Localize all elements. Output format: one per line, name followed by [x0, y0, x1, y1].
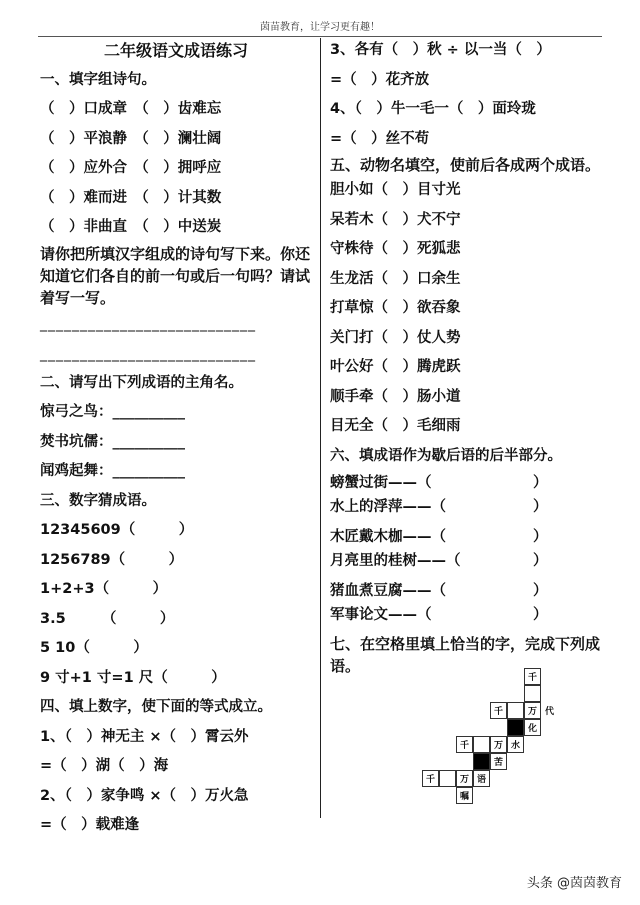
- section-6-heading: 六、填成语作为歇后语的后半部分。: [330, 447, 562, 464]
- s3-row: 9 寸+1 寸=1 尺（ ）: [40, 669, 226, 686]
- s1-row: （ ）应外合 （ ）拥呼应: [40, 160, 222, 176]
- puzzle-cell: 水: [507, 736, 524, 753]
- puzzle-cell-blank[interactable]: [507, 702, 524, 719]
- puzzle-cell-blank[interactable]: [473, 736, 490, 753]
- idiom-crossword-puzzle: [420, 668, 620, 816]
- s1-row: （ ）非曲直 （ ）中送炭: [40, 219, 222, 235]
- puzzle-cell: 万: [524, 702, 541, 719]
- answer-line: ___________________________: [40, 315, 256, 332]
- s6-row: 木匠戴木枷——（ ）: [330, 529, 548, 545]
- s4-row: =（ ）湖（ ）海: [40, 758, 169, 774]
- puzzle-black-cell: [473, 753, 490, 770]
- s3-row: 3.5 （ ）: [40, 610, 175, 627]
- s3-row: 1+2+3（ ）: [40, 581, 168, 597]
- puzzle-cell: 嘱: [456, 787, 473, 804]
- s5-row: 顺手牵（ ）肠小道: [330, 388, 461, 405]
- s4-row: 4、（ ）牛一毛一（ ）面玲珑: [330, 101, 536, 117]
- puzzle-cell-blank[interactable]: [439, 770, 456, 787]
- puzzle-cell: 苦: [490, 753, 507, 770]
- s2-row: 闻鸡起舞：__________: [40, 463, 185, 479]
- s1-instruction: 请你把所填汉字组成的诗句写下来。你还知道它们各自的前一句或后一句吗？请试着写一写。: [40, 244, 311, 307]
- section-5-heading: 五、动物名填空，使前后各成两个成语。: [330, 156, 601, 174]
- s4-row: 3、各有（ ）秋 ÷ 以一当（ ）: [330, 42, 551, 58]
- s3-row: 1256789（ ）: [40, 551, 184, 568]
- s1-row: （ ）口成章 （ ）齿难忘: [40, 101, 222, 117]
- puzzle-cell: 万: [490, 736, 507, 753]
- s5-row: 目无全（ ）毛细雨: [330, 418, 461, 434]
- page-header: 茵苗教育，让学习更有趣！: [260, 22, 380, 33]
- s6-row: 军事论文——（ ）: [330, 607, 548, 623]
- s1-row: （ ）难而进 （ ）计其数: [40, 189, 222, 206]
- s6-row: 水上的浮萍——（ ）: [330, 499, 548, 515]
- s5-row: 守株待（ ）死狐悲: [330, 241, 461, 257]
- puzzle-cell: 语: [473, 770, 490, 787]
- s4-row: =（ ）丝不苟: [330, 130, 430, 147]
- section-4-heading: 四、填上数字，使下面的等式成立。: [40, 699, 272, 715]
- puzzle-cell: 化: [524, 719, 541, 736]
- s4-row: =（ ）载难逢: [40, 817, 140, 833]
- right-column: [330, 36, 610, 677]
- worksheet-title: 二年级语文成语练习: [103, 41, 248, 60]
- column-divider: [320, 38, 321, 818]
- puzzle-cell: 千: [524, 668, 541, 685]
- s6-row: 月亮里的桂树——（ ）: [330, 553, 548, 569]
- puzzle-cell: 万: [456, 770, 473, 787]
- puzzle-cell: 千: [422, 770, 439, 787]
- s4-row: 1、（ ）神无主 ×（ ）霄云外: [40, 728, 249, 745]
- section-3-heading: 三、数字猜成语。: [40, 492, 156, 509]
- left-column: [40, 36, 312, 841]
- puzzle-cell-blank[interactable]: [524, 685, 541, 702]
- section-7-heading: 七、在空格里填上恰当的字，完成下列成语。: [330, 635, 601, 675]
- s5-row: 叶公好（ ）腾虎跃: [330, 359, 461, 375]
- s4-row: =（ ）花齐放: [330, 71, 430, 88]
- answer-line: ___________________________: [40, 345, 256, 362]
- section-2-heading: 二、请写出下列成语的主角名。: [40, 374, 243, 391]
- s4-row: 2、（ ）家争鸣 ×（ ）万火急: [40, 787, 249, 804]
- s2-row: 焚书坑儒：__________: [40, 433, 185, 450]
- section-1-heading: 一、填字组诗句。: [40, 71, 156, 88]
- puzzle-black-cell: [507, 719, 524, 736]
- s3-row: 5 10（ ）: [40, 640, 148, 656]
- s6-row: 螃蟹过街——（ ）: [330, 475, 548, 491]
- s3-row: 12345609（ ）: [40, 522, 194, 538]
- s5-row: 打草惊（ ）欲吞象: [330, 300, 461, 316]
- puzzle-cell: 代: [541, 702, 558, 719]
- s2-row: 惊弓之鸟：__________: [40, 404, 185, 420]
- watermark-text: 头条 @茵茵教育: [526, 876, 622, 891]
- s5-row: 胆小如（ ）目寸光: [330, 182, 461, 198]
- watermark: [527, 872, 622, 891]
- puzzle-cell: 千: [456, 736, 473, 753]
- s5-row: 呆若木（ ）犬不宁: [330, 211, 461, 228]
- s5-row: 生龙活（ ）口余生: [330, 270, 461, 287]
- s5-row: 关门打（ ）仗人势: [330, 329, 461, 346]
- puzzle-cell: 千: [490, 702, 507, 719]
- s6-row: 猪血煮豆腐——（ ）: [330, 583, 548, 599]
- s1-row: （ ）平浪静 （ ）澜壮阔: [40, 130, 222, 147]
